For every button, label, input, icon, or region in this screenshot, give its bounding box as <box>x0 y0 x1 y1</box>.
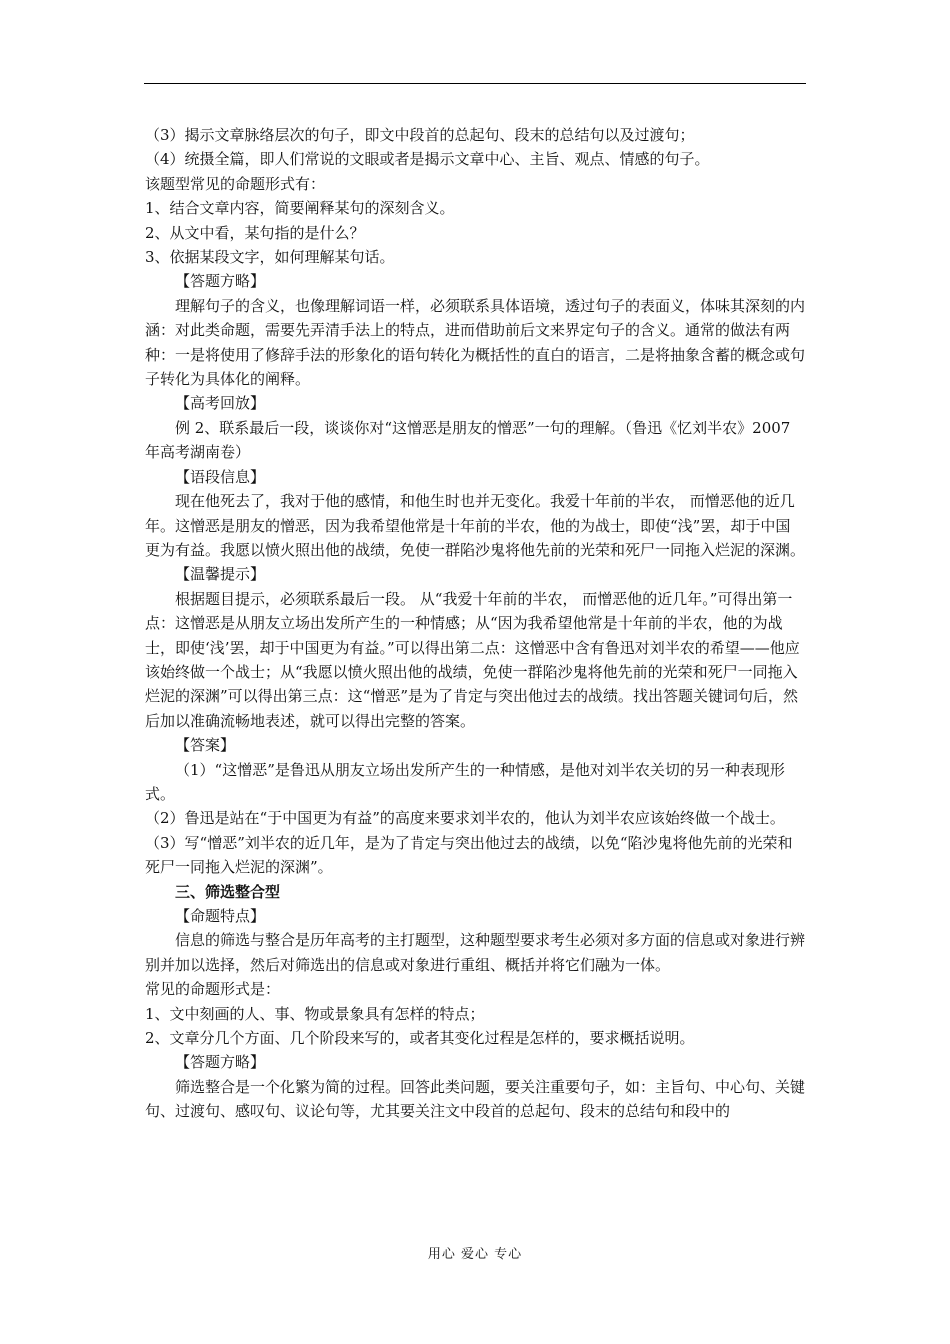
paragraph: （3）揭示文章脉络层次的句子，即文中段首的总起句、段末的总结句以及过渡句； <box>145 126 695 144</box>
answer-item: （3）写“憎恶”刘半农的近几年，是为了肯定与突出他过去的战绩，以免“陷沙鬼将他先前的光荣和死尸一同拖入烂泥的深渊”。 <box>145 833 793 877</box>
document-body <box>145 123 805 1124</box>
list-item: 2、从文中看，某句指的是什么？ <box>145 223 365 242</box>
section-title: 三、筛选整合型 <box>175 882 281 901</box>
header-rule <box>144 83 806 84</box>
section-heading: 【温馨提示】 <box>175 565 266 584</box>
answer-item: （1）“这憎恶”是鲁迅从朋友立场出发所产生的一种情感，是他对刘半农关切的另一种表现形式。 <box>145 760 785 803</box>
section-heading: 【答题方略】 <box>175 1053 266 1072</box>
paragraph: 信息的筛选与整合是历年高考的主打题型，这种题型要求考生必须对多方面的信息或对象进行辨别并加以选择，然后对筛选出的信息或对象进行重组、概括并将它们融为一体。 <box>145 931 806 974</box>
section-heading: 【答题方略】 <box>175 272 266 291</box>
section-heading: 【语段信息】 <box>175 467 266 486</box>
section-heading: 【命题特点】 <box>175 907 266 925</box>
paragraph: 根据题目提示，必须联系最后一段。 从“我爱十年前的半农， 而憎恶他的近几年。”可得出第一点：这憎恶是从朋友立场出发所产生的一种情感；从“因为我希望他常是十年前的半农，他的为战士，即使‘浅’罢，却于中国更为有益。”可以得出第二点：这憎恶中含有鲁迅对刘半农的希望——他应该始终做一个战士；从“我愿以愤火照出他的战绩，免使一群陷沙鬼将他先前的光荣和死尸一同拖入烂泥的深渊”可以得出第三点：这“憎恶”是为了肯定与突出他过去的战绩。找出答题关键词句后，然后加以准确流畅地表述，就可以得出完整的答案。 <box>145 589 800 730</box>
list-item: 3、依据某段文字，如何理解某句话。 <box>145 248 395 267</box>
paragraph: 理解句子的含义，也像理解词语一样，必须联系具体语境，透过句子的表面义，体味其深刻的内涵：对此类命题，需要先弄清手法上的特点，进而借助前后文来界定句子的含义。通常的做法有两种：一是将使用了修辞手法的形象化的语句转化为概括性的直白的语言，二是将抽象含蓄的概念或句子转化为具体化的阐释。 <box>145 296 806 389</box>
page-footer: 用心 爱心 专心 <box>427 1247 523 1262</box>
paragraph: 常见的命题形式是： <box>145 980 281 999</box>
section-heading: 【高考回放】 <box>175 394 266 413</box>
list-item: 1、结合文章内容，简要阐释某句的深刻含义。 <box>145 199 455 218</box>
list-item: 1、文中刻画的人、事、物或景象具有怎样的特点； <box>145 1004 485 1023</box>
section-heading: 【答案】 <box>175 736 236 755</box>
paragraph: 例 2、联系最后一段，谈谈你对“这憎恶是朋友的憎恶”一句的理解。（鲁迅《忆刘半农》2007 年高考湖南卷） <box>145 418 791 462</box>
paragraph: 现在他死去了，我对于他的感情，和他生时也并无变化。我爱十年前的半农， 而憎恶他的近几年。这憎恶是朋友的憎恶，因为我希望他常是十年前的半农，他的为战士，即使“浅”罢，却于中国更为有益。我愿以愤火照出他的战绩，免使一群陷沙鬼将他先前的光荣和死尸一同拖入烂泥的深渊。 <box>145 492 806 559</box>
paragraph: （4）统摄全篇，即人们常说的文眼或者是揭示文章中心、主旨、观点、情感的句子。 <box>145 150 710 169</box>
answer-item: （2）鲁迅是站在“于中国更为有益”的高度来要求刘半农的，他认为刘半农应该始终做一个战士。 <box>145 809 785 828</box>
paragraph: 该题型常见的命题形式有： <box>145 174 326 193</box>
list-item: 2、文章分几个方面、几个阶段来写的，或者其变化过程是怎样的，要求概括说明。 <box>145 1029 695 1048</box>
paragraph: 筛选整合是一个化繁为简的过程。回答此类问题，要关注重要句子，如：主旨句、中心句、关键句、过渡句、感叹句、议论句等，尤其要关注文中段首的总起句、段末的总结句和段中的 <box>145 1077 806 1121</box>
